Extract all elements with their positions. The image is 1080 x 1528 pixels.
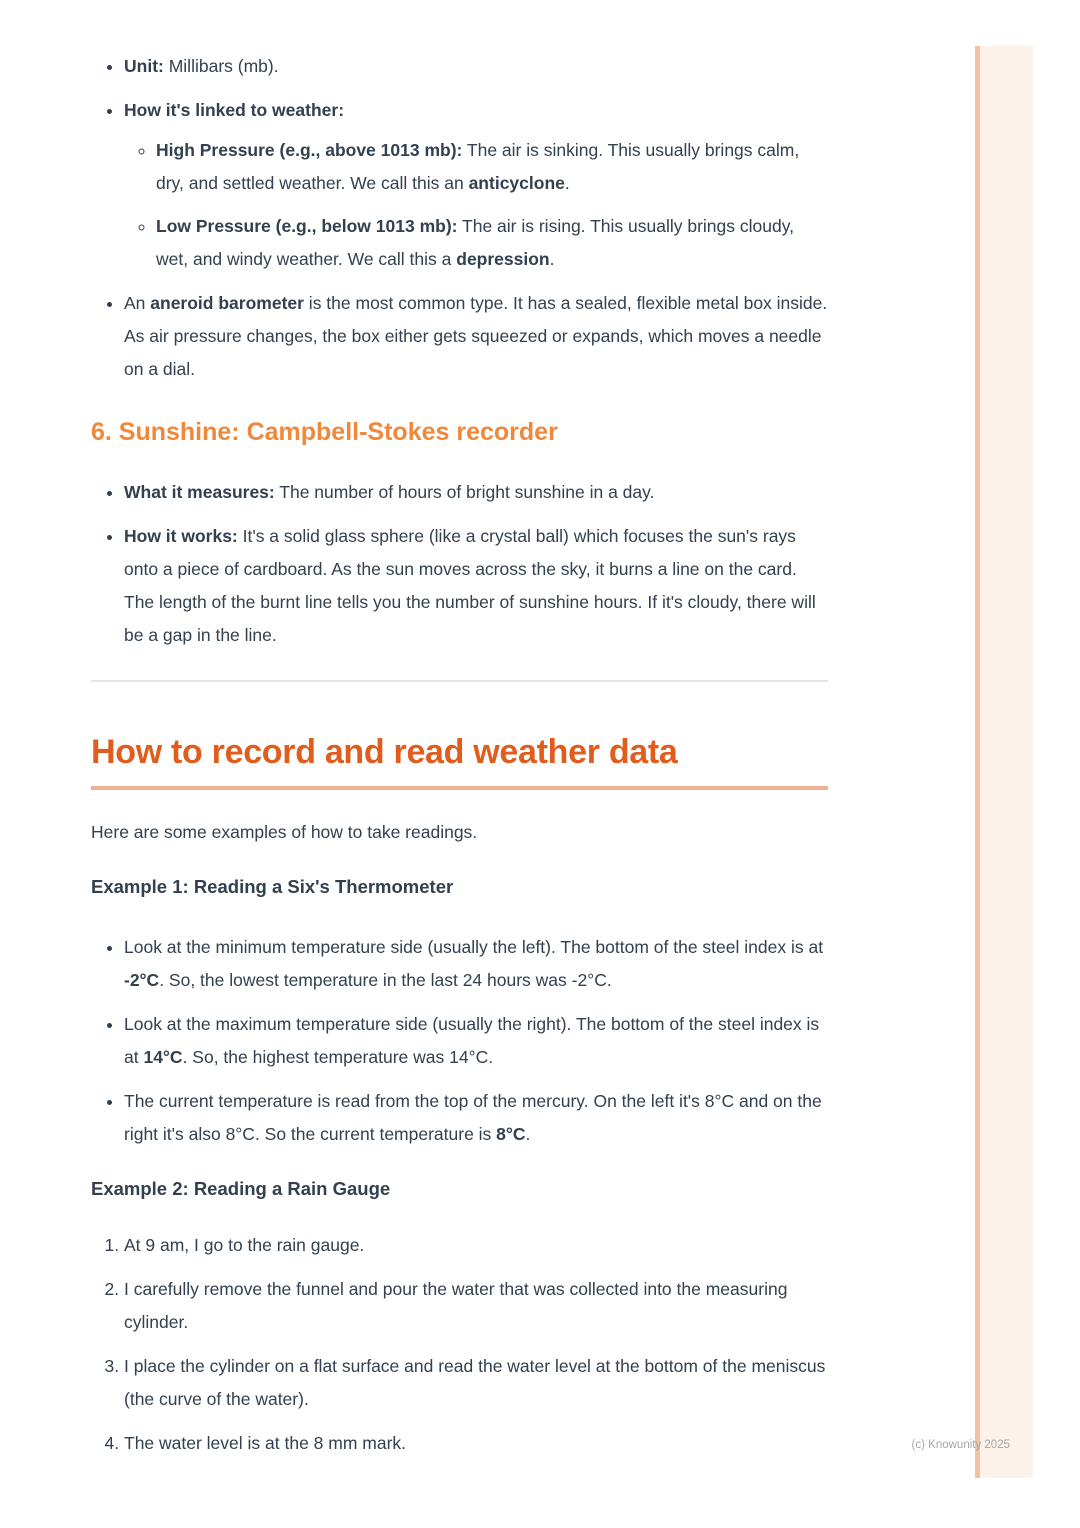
text: It's a solid glass sphere (like a crystal ball) which focuses the sun's rays onto a piece of cardboard. As the sun moves across the sky, it burns a line on the card. The length of the burnt line tells you the number of sunshine hours. If it's cloudy, there will be a gap in the line. <box>124 526 816 645</box>
bold-text: Low Pressure (e.g., below 1013 mb): <box>156 216 458 236</box>
list-item <box>124 1229 828 1262</box>
document-content <box>91 45 828 1471</box>
list-item <box>124 50 828 83</box>
list-item <box>124 94 828 276</box>
text: is the most common type. It has a sealed, flexible metal box inside. As air pressure changes, the box either gets squeezed or expands, which moves a needle on a dial. <box>124 293 828 379</box>
page-title: How to record and read weather data <box>91 730 828 790</box>
pressure-notes-list <box>91 50 828 386</box>
bold-text: 8°C <box>496 1124 526 1144</box>
page-edge-stripe <box>975 46 1033 1478</box>
sunshine-notes-list <box>91 476 828 652</box>
text: The air is rising. This usually brings cloudy, wet, and windy weather. We call this a <box>156 216 795 269</box>
bold-text: -2°C <box>124 970 160 990</box>
section-heading-sunshine: 6. Sunshine: Campbell-Stokes recorder <box>91 418 558 446</box>
list-item <box>124 1085 828 1151</box>
bold-text: anticyclone <box>468 173 565 193</box>
text: Look at the maximum temperature side (usually the right). The bottom of the steel index is at <box>124 1014 820 1067</box>
section-divider <box>91 680 828 682</box>
bold-text: How it works: <box>124 526 238 546</box>
text: The water level is at the 8 mm mark. <box>124 1433 407 1453</box>
text: . <box>549 249 555 269</box>
list-item <box>124 287 828 386</box>
text: The air is sinking. This usually brings calm, dry, and settled weather. We call this an <box>156 140 800 193</box>
example2-steps-list <box>91 1229 828 1460</box>
list-item <box>124 931 828 997</box>
text: . <box>564 173 570 193</box>
text: I place the cylinder on a flat surface and read the water level at the bottom of the meniscus (the curve of the water). <box>124 1356 826 1409</box>
list-item <box>124 520 828 652</box>
sub-list <box>124 134 828 276</box>
bold-text: depression <box>456 249 550 269</box>
intro-paragraph: Here are some examples of how to take readings. <box>91 822 478 842</box>
text: The current temperature is read from the top of the mercury. On the left it's 8°C and on the right it's also 8°C. So the current temperature is <box>124 1091 822 1144</box>
text: At 9 am, I go to the rain gauge. <box>124 1235 365 1255</box>
bold-text: aneroid barometer <box>150 293 304 313</box>
example1-heading: Example 1: Reading a Six's Thermometer <box>91 876 454 897</box>
text: . So, the lowest temperature in the last 24 hours was -2°C. <box>159 970 612 990</box>
list-item <box>124 1273 828 1339</box>
bold-text: High Pressure (e.g., above 1013 mb): <box>156 140 463 160</box>
text: . <box>525 1124 531 1144</box>
text: An <box>124 293 151 313</box>
bold-text: Unit: <box>124 56 164 76</box>
copyright-footer: (c) Knowunity 2025 <box>911 1439 1010 1451</box>
list-item <box>124 1350 828 1416</box>
text: Look at the minimum temperature side (usually the left). The bottom of the steel index is at <box>124 937 824 957</box>
list-item <box>124 476 828 509</box>
example2-heading: Example 2: Reading a Rain Gauge <box>91 1178 391 1199</box>
text: Millibars (mb). <box>163 56 279 76</box>
bold-text: What it measures: <box>124 482 275 502</box>
bold-text: How it's linked to weather: <box>124 100 345 120</box>
text: The number of hours of bright sunshine in a day. <box>274 482 655 502</box>
sub-list-item <box>156 134 828 200</box>
bold-text: 14°C <box>143 1047 183 1067</box>
list-item <box>124 1427 828 1460</box>
list-item <box>124 1008 828 1074</box>
sub-list-item <box>156 210 828 276</box>
text: I carefully remove the funnel and pour the water that was collected into the measuring cylinder. <box>124 1279 788 1332</box>
text: . So, the highest temperature was 14°C. <box>182 1047 494 1067</box>
example1-list <box>91 931 828 1151</box>
